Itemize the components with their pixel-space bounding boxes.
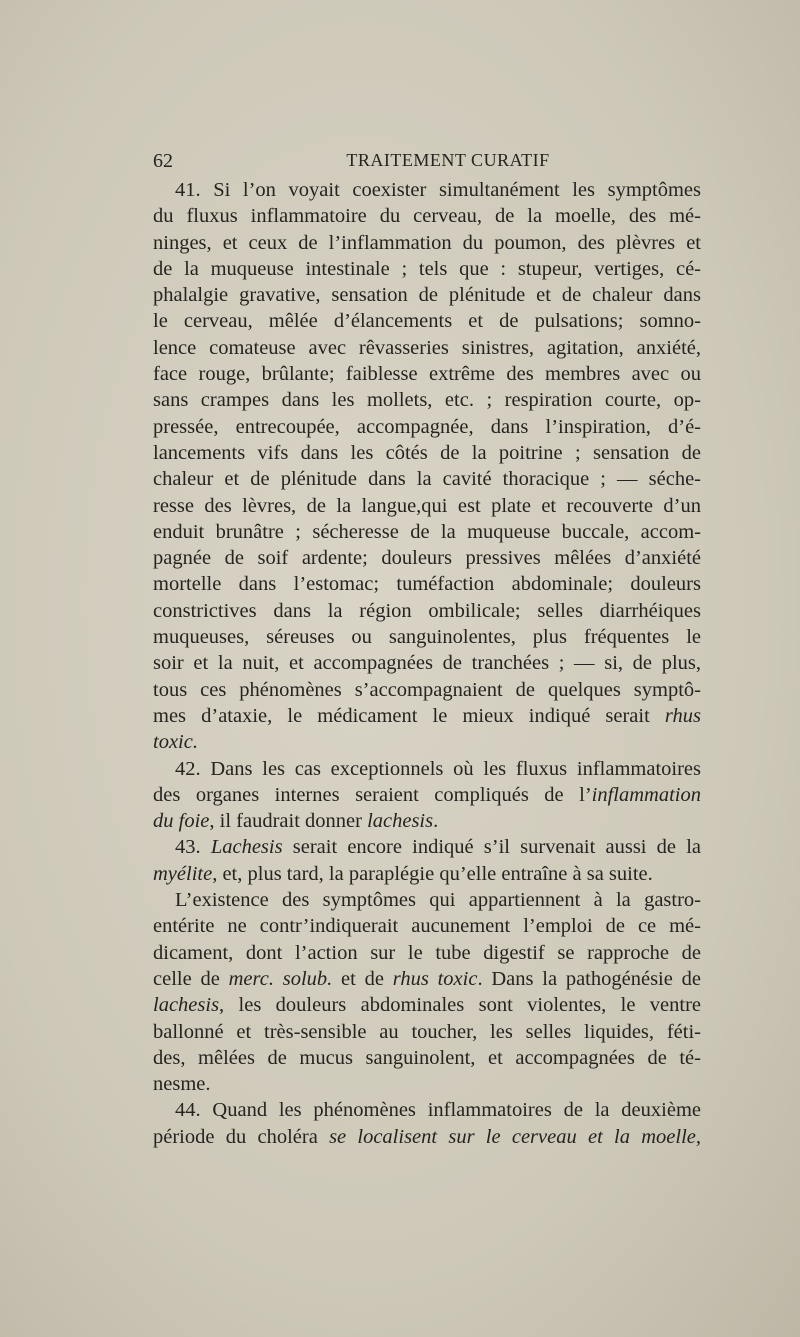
text-segment: chaleur et de plénitude dans la cavité thoracique ; — séche- bbox=[153, 468, 701, 491]
text-line bbox=[153, 335, 701, 361]
text-line bbox=[153, 808, 701, 834]
text-segment: période du choléra bbox=[153, 1125, 330, 1148]
text-line bbox=[153, 1019, 701, 1045]
text-line bbox=[153, 519, 701, 545]
text-line bbox=[153, 966, 701, 992]
text-line bbox=[153, 466, 701, 492]
text-segment: phalalgie gravative, sensation de plénitude et de chaleur dans bbox=[153, 284, 701, 307]
text-line bbox=[153, 677, 701, 703]
text-segment: , il faudrait donner bbox=[209, 810, 368, 833]
text-segment: resse des lèvres, de la langue,qui est plate et recouverte d’un bbox=[153, 494, 701, 517]
text-segment: , et, plus tard, la paraplégie qu’elle entraîne à sa suite. bbox=[212, 862, 653, 885]
text-segment: 41. Si l’on voyait coexister simultanément les symptômes bbox=[175, 179, 701, 201]
italic-text: lachesis bbox=[367, 810, 434, 833]
text-segment: lence comateuse avec rêvasseries sinistres, agitation, anxiété, bbox=[153, 336, 701, 359]
italic-text: myélite bbox=[153, 862, 213, 885]
text-segment: lancements vifs dans les côtés de la poitrine ; sensation de bbox=[153, 441, 701, 464]
text-segment: celle de bbox=[153, 967, 229, 990]
text-line bbox=[153, 992, 701, 1018]
text-line bbox=[153, 756, 701, 782]
italic-text: lachesis bbox=[153, 994, 220, 1017]
text-line bbox=[153, 256, 701, 282]
text-line bbox=[153, 230, 701, 256]
text-segment: des organes internes seraient compliqués de l’ bbox=[153, 783, 592, 806]
text-line bbox=[153, 387, 701, 413]
text-segment: tous ces phénomènes s’accompagnaient de quelques symptô- bbox=[153, 678, 701, 701]
italic-text: Lachesis bbox=[210, 836, 283, 859]
text-segment: 43. bbox=[175, 836, 211, 859]
text-line bbox=[153, 913, 701, 939]
text-line bbox=[153, 861, 701, 887]
text-line bbox=[153, 545, 701, 571]
text-segment: pagnée de soif ardente; douleurs pressives mêlées d’anxiété bbox=[153, 547, 701, 570]
text-segment: enduit brunâtre ; sécheresse de la muqueuse buccale, accom- bbox=[153, 520, 701, 543]
text-line bbox=[153, 650, 701, 676]
text-segment: de la muqueuse intestinale ; tels que : stupeur, vertiges, cé- bbox=[153, 257, 701, 280]
text-segment: mortelle dans l’estomac; tuméfaction abdominale; douleurs bbox=[153, 573, 701, 596]
text-line bbox=[153, 782, 701, 808]
text-segment: entérite ne contr’indiquerait aucunement l’emploi de ce mé- bbox=[153, 915, 701, 938]
text-line bbox=[153, 1124, 701, 1150]
text-segment: dicament, dont l’action sur le tube digestif se rapproche de bbox=[153, 941, 701, 964]
text-line bbox=[153, 282, 701, 308]
italic-text: toxic. bbox=[153, 731, 198, 754]
text-segment: pressée, entrecoupée, accompagnée, dans l’inspiration, d’é- bbox=[153, 415, 701, 438]
italic-text: se localisent sur le cerveau et la moelle, bbox=[329, 1125, 702, 1148]
text-line bbox=[153, 834, 701, 860]
running-title: TRAITEMENT CURATIF bbox=[346, 150, 550, 170]
italic-text: merc. solub. bbox=[228, 967, 333, 990]
text-segment: serait encore indiqué s’il survenait aussi de la bbox=[282, 836, 701, 859]
text-segment: du fluxus inflammatoire du cerveau, de la moelle, des mé- bbox=[153, 205, 701, 228]
text-line bbox=[153, 1071, 701, 1097]
text-line bbox=[153, 887, 701, 913]
italic-text: du foie bbox=[153, 810, 210, 833]
page-number: 62 bbox=[153, 150, 173, 172]
text-line bbox=[153, 493, 701, 519]
text-segment: . Dans la pathogénésie de bbox=[477, 967, 701, 990]
text-segment: ninges, et ceux de l’inflammation du poumon, des plèvres et bbox=[153, 231, 701, 254]
italic-text: inflammation bbox=[591, 783, 701, 806]
text-line bbox=[153, 940, 701, 966]
text-line bbox=[153, 571, 701, 597]
text-line bbox=[153, 177, 701, 203]
text-segment: muqueuses, séreuses ou sanguinolentes, plus fréquentes le bbox=[153, 626, 701, 649]
text-segment: nesme. bbox=[153, 1073, 211, 1096]
text-line bbox=[153, 440, 701, 466]
text-line bbox=[153, 1097, 701, 1123]
text-line bbox=[153, 703, 701, 729]
text-line bbox=[153, 729, 701, 755]
text-segment: constrictives dans la région ombilicale; selles diarrhéiques bbox=[153, 599, 701, 622]
text-line bbox=[153, 203, 701, 229]
text-segment: soir et la nuit, et accompagnées de tranchées ; — si, de plus, bbox=[153, 652, 701, 675]
text-line bbox=[153, 598, 701, 624]
text-line bbox=[153, 308, 701, 334]
italic-text: rhus bbox=[664, 704, 701, 727]
text-segment: 44. Quand les phénomènes inflammatoires de la deuxième bbox=[175, 1099, 701, 1122]
text-segment: , les douleurs abdominales sont violentes, le ventre bbox=[219, 994, 701, 1017]
text-line bbox=[153, 361, 701, 387]
text-line bbox=[153, 1045, 701, 1071]
text-segment: face rouge, brûlante; faiblesse extrême des membres avec ou bbox=[153, 363, 701, 386]
text-segment: ballonné et très-sensible au toucher, les selles liquides, féti- bbox=[153, 1020, 701, 1043]
text-segment: le cerveau, mêlée d’élancements et de pulsations; somno- bbox=[153, 310, 701, 333]
page-header bbox=[153, 150, 713, 174]
text-segment: et de bbox=[332, 967, 393, 990]
text-segment: 42. Dans les cas exceptionnels où les fluxus inflammatoires bbox=[175, 757, 701, 780]
text-segment: . bbox=[433, 810, 439, 833]
body-text bbox=[153, 177, 701, 1150]
text-segment: mes d’ataxie, le médicament le mieux indiqué serait bbox=[153, 704, 665, 727]
text-segment: L’existence des symptômes qui appartiennent à la gastro- bbox=[175, 889, 701, 912]
text-line bbox=[153, 624, 701, 650]
text-line bbox=[153, 414, 701, 440]
text-segment: des, mêlées de mucus sanguinolent, et accompagnées de té- bbox=[153, 1046, 701, 1069]
italic-text: rhus toxic bbox=[392, 967, 478, 990]
text-segment: sans crampes dans les mollets, etc. ; respiration courte, op- bbox=[153, 389, 701, 412]
